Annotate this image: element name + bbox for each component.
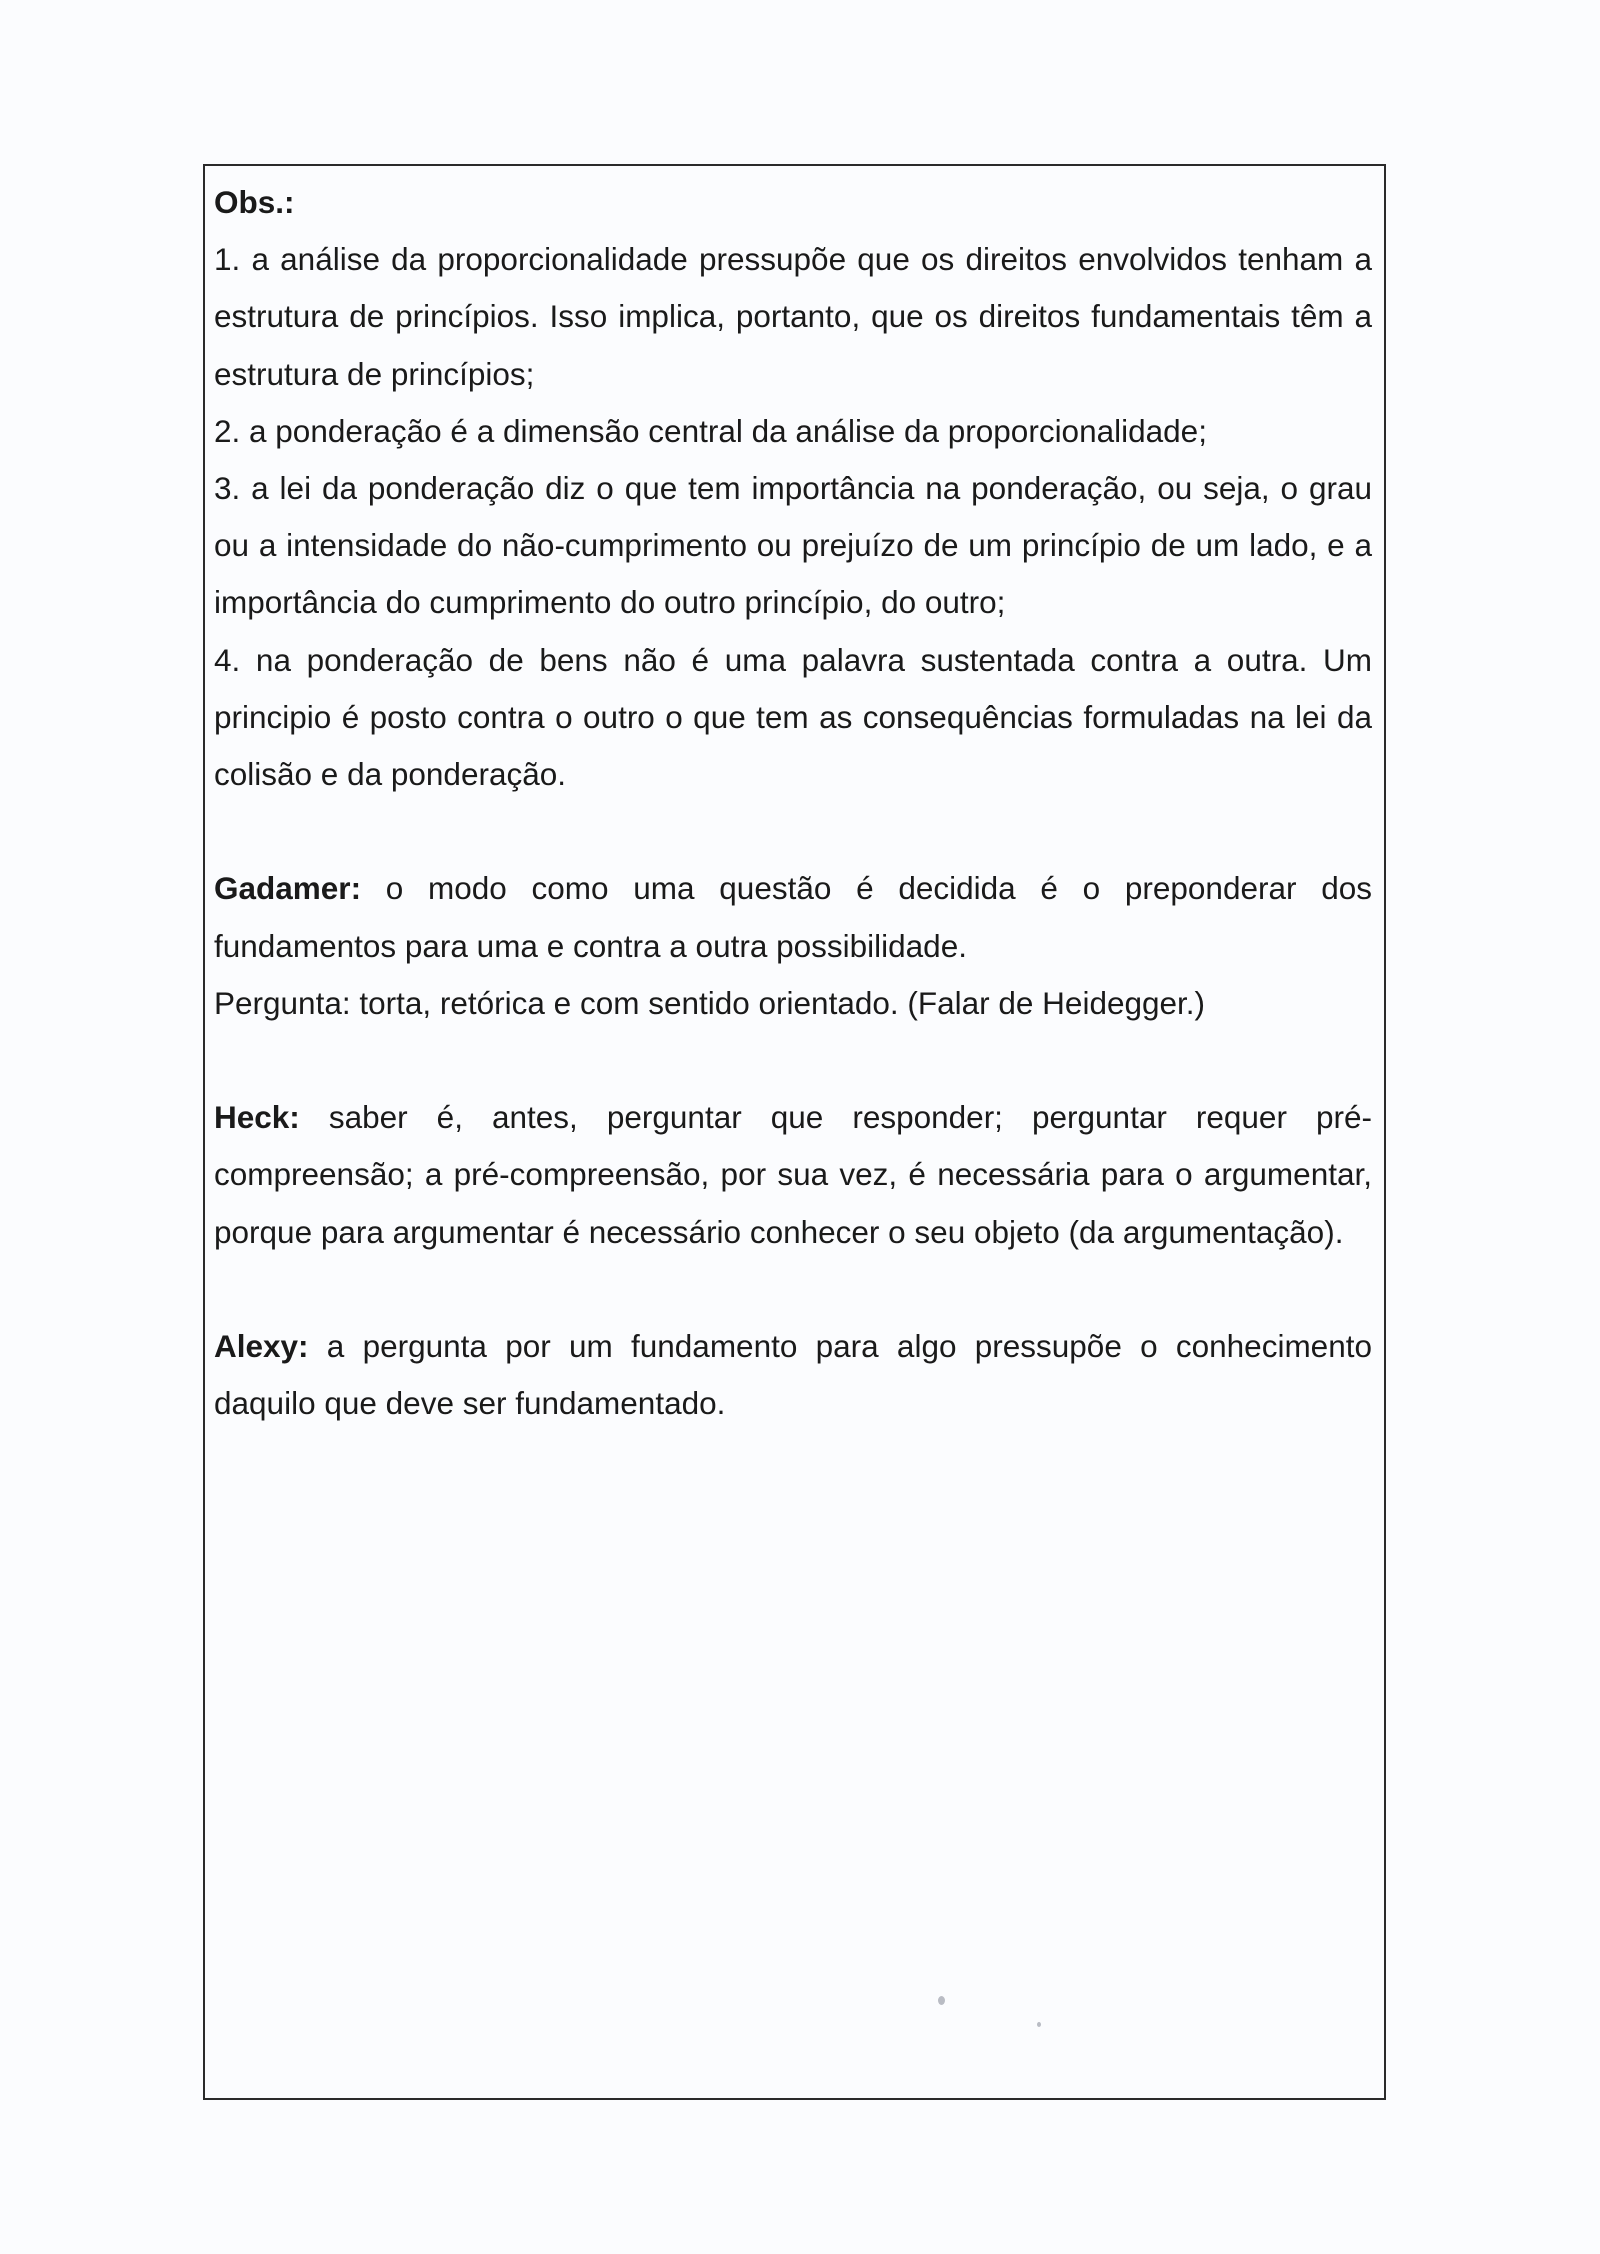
gadamer-text: o modo como uma questão é decidida é o preponderar dos fundamentos para uma e contra a outra possibilidade. [214, 870, 1372, 964]
obs-item-4: 4. na ponderação de bens não é uma palavra sustentada contra a outra. Um principio é posto contra o outro o que tem as consequências formuladas na lei da colisão e da ponderação. [214, 641, 1372, 793]
notes-text [214, 174, 1372, 1432]
paragraph-gap [214, 803, 1372, 860]
scan-speck [938, 1996, 945, 2005]
heck-text: saber é, antes, perguntar que responder; perguntar requer pré-compreensão; a pré-compreensão, por sua vez, é necessária para o argumentar, porque para argumentar é necessário conhecer o seu objeto (da argumentação). [214, 1099, 1372, 1250]
alexy-paragraph [214, 1318, 1372, 1432]
paragraph-gap [214, 1032, 1372, 1089]
gadamer-paragraph [214, 860, 1372, 974]
obs-heading: Obs.: [214, 184, 295, 220]
alexy-text: a pergunta por um fundamento para algo pressupõe o conhecimento daquilo que deve ser fundamentado. [214, 1328, 1372, 1422]
obs-item-2: 2. a ponderação é a dimensão central da análise da proporcionalidade; [214, 412, 1207, 449]
paragraph-gap [214, 1261, 1372, 1318]
gadamer-note: Pergunta: torta, retórica e com sentido orientado. (Falar de Heidegger.) [214, 984, 1206, 1021]
obs-item-3: 3. a lei da ponderação diz o que tem importância na ponderação, ou seja, o grau ou a intensidade do não-cumprimento ou prejuízo de um princípio de um lado, e a importância do cumprimento do outro princípio, do outro; [214, 470, 1372, 621]
heck-paragraph [214, 1089, 1372, 1261]
heck-term: Heck: [214, 1099, 300, 1136]
scan-speck [1037, 2022, 1041, 2027]
alexy-term: Alexy: [214, 1328, 309, 1365]
obs-item-1: 1. a análise da proporcionalidade pressupõe que os direitos envolvidos tenham a estrutura de princípios. Isso implica, portanto, que os direitos fundamentais têm a estrutura de princípios; [214, 241, 1372, 392]
gadamer-term: Gadamer: [214, 870, 362, 907]
notes-box [203, 164, 1386, 2100]
